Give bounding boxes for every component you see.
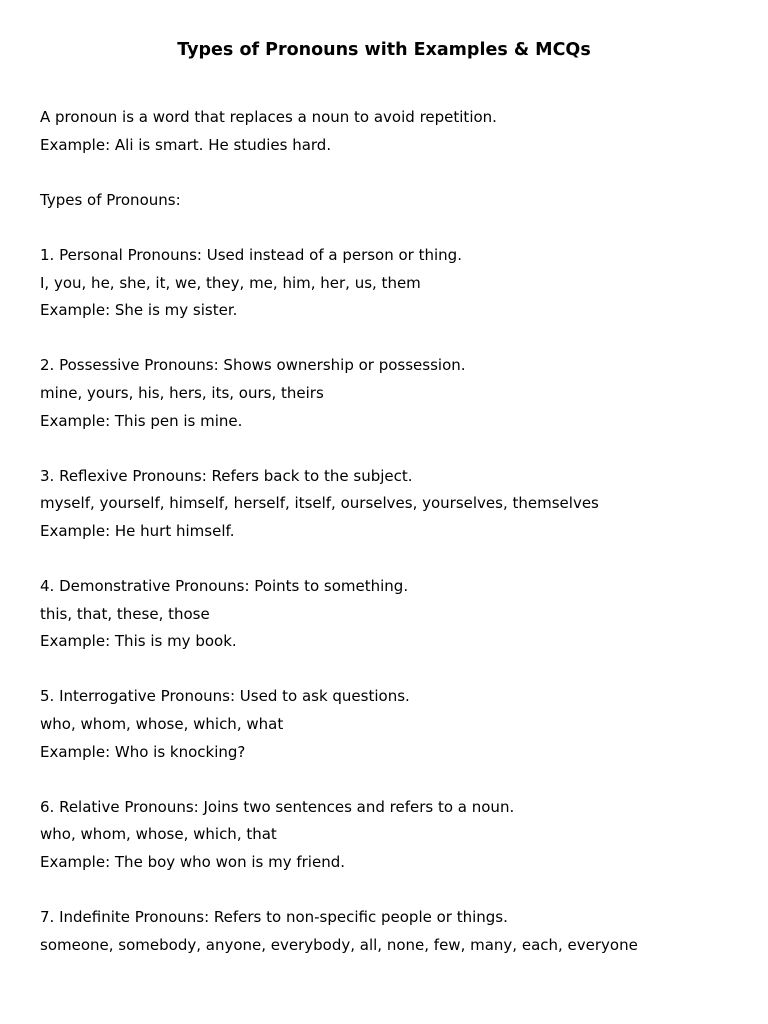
type-example: Example: She is my sister.: [40, 301, 238, 320]
spacer: [40, 546, 740, 574]
spacer: [40, 435, 740, 463]
type-heading: 4. Demonstrative Pronouns: Points to something.: [40, 577, 409, 596]
type-example: Example: The boy who won is my friend.: [40, 853, 345, 872]
type-example: Example: He hurt himself.: [40, 521, 235, 540]
spacer: [40, 656, 740, 684]
pronoun-type-personal: [40, 242, 740, 325]
type-words: who, whom, whose, which, what: [40, 715, 284, 734]
type-heading: 5. Interrogative Pronouns: Used to ask questions.: [40, 687, 410, 706]
spacer: [40, 766, 740, 794]
type-words: who, whom, whose, which, that: [40, 825, 277, 844]
spacer: [40, 877, 740, 905]
type-words: mine, yours, his, hers, its, ours, theirs: [40, 383, 324, 402]
spacer: [40, 159, 740, 187]
type-example: Example: This pen is mine.: [40, 411, 243, 430]
pronoun-type-reflexive: [40, 463, 740, 546]
type-heading: 7. Indefinite Pronouns: Refers to non-specific people or things.: [40, 908, 508, 927]
type-words: myself, yourself, himself, herself, itself, ourselves, yourselves, themselves: [40, 494, 599, 513]
type-words: this, that, these, those: [40, 604, 210, 623]
spacer: [40, 214, 740, 242]
intro-definition: A pronoun is a word that replaces a noun to avoid repetition.: [40, 108, 497, 126]
type-words: I, you, he, she, it, we, they, me, him, her, us, them: [40, 273, 421, 292]
type-example: Example: Who is knocking?: [40, 742, 246, 761]
pronoun-type-indefinite: [40, 904, 740, 959]
pronoun-type-interrogative: [40, 683, 740, 766]
pronoun-type-possessive: [40, 352, 740, 435]
type-heading: 2. Possessive Pronouns: Shows ownership or possession.: [40, 356, 466, 375]
page-title: Types of Pronouns with Examples & MCQs: [177, 40, 591, 60]
type-heading: 1. Personal Pronouns: Used instead of a person or thing.: [40, 245, 462, 264]
document-body: [40, 104, 740, 959]
types-heading: Types of Pronouns:: [40, 190, 181, 209]
type-words: someone, somebody, anyone, everybody, all, none, few, many, each, everyone: [40, 935, 638, 954]
spacer: [40, 325, 740, 353]
type-heading: 3. Reflexive Pronouns: Refers back to the subject.: [40, 466, 413, 485]
intro-example: Example: Ali is smart. He studies hard.: [40, 135, 332, 154]
type-heading: 6. Relative Pronouns: Joins two sentences and refers to a noun.: [40, 797, 515, 816]
pronoun-type-relative: [40, 794, 740, 877]
type-example: Example: This is my book.: [40, 632, 237, 651]
pronoun-type-demonstrative: [40, 573, 740, 656]
